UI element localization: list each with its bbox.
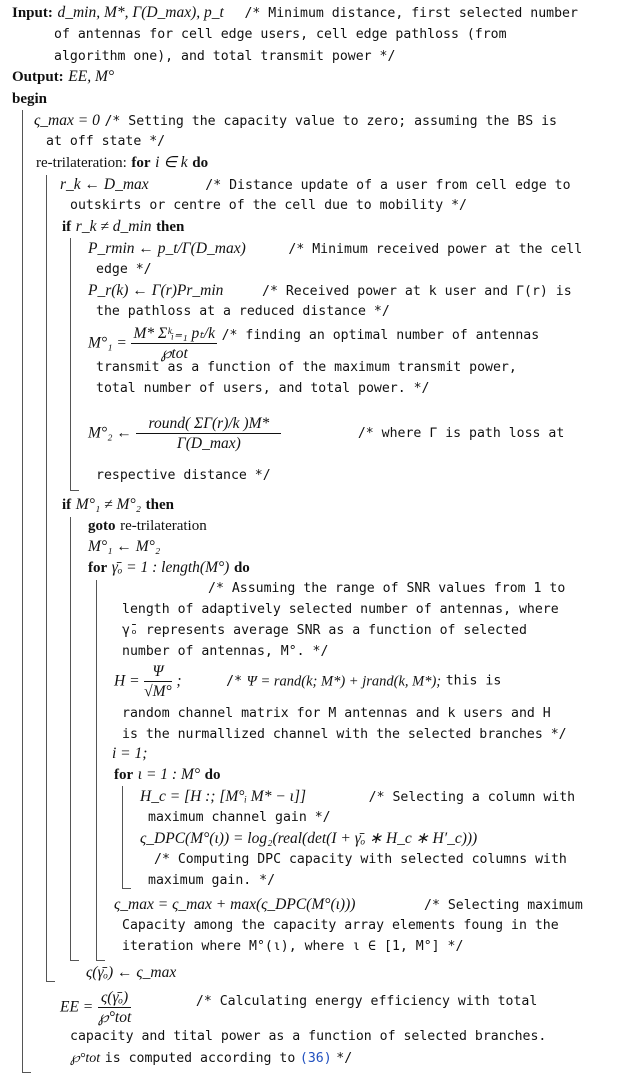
m1-comment-3: total number of users, and total power. */ bbox=[96, 381, 430, 396]
rk-update-comment-2: outskirts or centre of the cell due to mobility */ bbox=[70, 198, 467, 213]
input-comment-3: algorithm one), and total transmit power */ bbox=[54, 49, 396, 64]
retrilateration-block-bar bbox=[46, 175, 47, 981]
for3-line: for ι = 1 : M° do bbox=[114, 766, 221, 783]
h-comment-2: random channel matrix for M antennas and k users and H bbox=[122, 706, 551, 721]
prmin-line: P_rmin ← p_t/Γ(D_max) /* Minimum received power at the cell bbox=[88, 240, 583, 257]
input-comment-2: of antennas for cell edge users, cell edge pathloss (from bbox=[54, 27, 507, 42]
m1-comment-2: transmit as a function of the maximum transmit power, bbox=[96, 360, 517, 375]
m1-line: M°₁ = $\frac{\text{M* Σᵏᵢ₌₁ pₜ/k}}{\text{℘tot}}$ /* finding an optimal number of antennas bbox=[88, 325, 540, 362]
prmin-comment-2: edge */ bbox=[96, 262, 152, 277]
dpc-comment-1: /* Computing DPC capacity with selected columns with bbox=[154, 852, 567, 867]
begin-block-bar bbox=[22, 110, 23, 1072]
dpc-comment-2: maximum gain. */ bbox=[148, 873, 276, 888]
cmax-update-line: ς_max = ς_max + max(ς_DPC(M°(ι))) /* Selecting maximum bbox=[114, 896, 583, 913]
if1-line: if r_k ≠ d_min then bbox=[62, 218, 185, 235]
ee-line: EE = $\frac{\text{ς(γ̄ₒ)}}{\text{℘°tot}}$ /* Calculating energy efficiency with total bbox=[60, 989, 538, 1026]
ee-fraction: $\frac{\text{ς(γ̄ₒ)}}{\text{℘°tot}}$ bbox=[97, 989, 132, 1026]
if2-line: if M°₁ ≠ M°₂ then bbox=[62, 496, 174, 513]
pr-comment-2: the pathloss at a reduced distance */ bbox=[96, 304, 390, 319]
snr-comment-3: γ̄ₒ represents average SNR as a function of selected bbox=[122, 623, 527, 638]
for3-block-bar bbox=[122, 786, 123, 888]
snr-comment-2: length of adaptively selected number of antennas, where bbox=[122, 602, 559, 617]
i-init-line: i = 1; bbox=[112, 745, 148, 762]
input-line: Input: d_min, M*, Γ(D_max), p_t /* Minimum distance, first selected number bbox=[12, 4, 578, 21]
ee-comment-2: capacity and tital power as a function of selected branches. bbox=[70, 1029, 547, 1044]
equation-reference-link[interactable]: (36) bbox=[299, 1051, 332, 1066]
h-comment-3: is the nurmallized channel with the selected branches */ bbox=[122, 727, 567, 742]
cmax-update-comment-2: Capacity among the capacity array elements foung in the bbox=[122, 918, 559, 933]
h-line: H = $\frac{\Psi}{√M^\circ}$ ; /* Ψ = rand(k; M*) + jrand(k, M*); this is bbox=[114, 663, 502, 700]
begin-keyword: begin bbox=[12, 91, 48, 107]
cmax-update-comment-3: iteration where M°(ι), where ι ∈ [1, M°] */ bbox=[122, 939, 464, 954]
h-fraction: $\frac{\Psi}{√M^\circ}$ bbox=[144, 663, 172, 700]
if1-block-end bbox=[70, 490, 79, 491]
for2-line: for γ̄ₒ = 1 : length(M°) do bbox=[88, 559, 250, 576]
cmax-init-comment-2: at off state */ bbox=[46, 134, 166, 149]
m2-comment-2: respective distance */ bbox=[96, 468, 271, 483]
rk-update-line: r_k ← D_max /* Distance update of a user from cell edge to bbox=[60, 176, 571, 193]
retrilateration-block-end bbox=[46, 981, 55, 982]
cmax-init-line: ς_max = 0 /* Setting the capacity value to zero; assuming the BS is bbox=[34, 112, 557, 129]
pr-line: P_r(k) ← Γ(r)Pr_min /* Received power at k user and Γ(r) is bbox=[88, 282, 572, 299]
if2-block-bar bbox=[70, 517, 71, 960]
output-line: Output: EE, M° bbox=[12, 68, 115, 85]
hc-line: H_c = [H :; [M°ᵢ M* − ι]] /* Selecting a column with bbox=[140, 788, 576, 805]
cgamma-line: ς(γ̄ₒ) ← ς_max bbox=[86, 964, 177, 981]
hc-comment-2: maximum channel gain */ bbox=[148, 810, 331, 825]
m1-fraction: $\frac{\text{M* Σᵏᵢ₌₁ pₜ/k}}{\text{℘tot}}$ bbox=[133, 325, 215, 362]
m2-line: M°₂ ← $\frac{\text{round( ΣΓ(r)/k )M*}}{\Gamma(D\_\max)}$ /* where Γ is path loss at bbox=[88, 415, 565, 452]
for3-block-end bbox=[122, 888, 131, 889]
snr-comment-1: /* Assuming the range of SNR values from 1 to bbox=[208, 581, 566, 596]
retrilateration-line: re-trilateration: for i ∈ k do bbox=[36, 154, 209, 171]
goto-line: goto re-trilateration bbox=[88, 518, 207, 534]
for2-block-end bbox=[96, 960, 105, 961]
assign-line: M°₁ ← M°₂ bbox=[88, 538, 161, 555]
if1-block-bar bbox=[70, 238, 71, 490]
ee-comment-3: ℘°tot is computed according to (36) */ bbox=[70, 1051, 353, 1066]
m2-fraction: $\frac{\text{round( ΣΓ(r)/k )M*}}{\Gamma(D\_\max)}$ bbox=[136, 414, 281, 453]
dpc-line: ς_DPC(M°(ι)) = log₂(real(det(I + γ̄ₒ ∗ H_c ∗ H′_c))) bbox=[140, 830, 478, 847]
begin-block-end bbox=[22, 1072, 31, 1073]
snr-comment-4: number of antennas, M°. */ bbox=[122, 644, 329, 659]
if2-block-end bbox=[70, 960, 79, 961]
for2-block-bar bbox=[96, 580, 97, 960]
